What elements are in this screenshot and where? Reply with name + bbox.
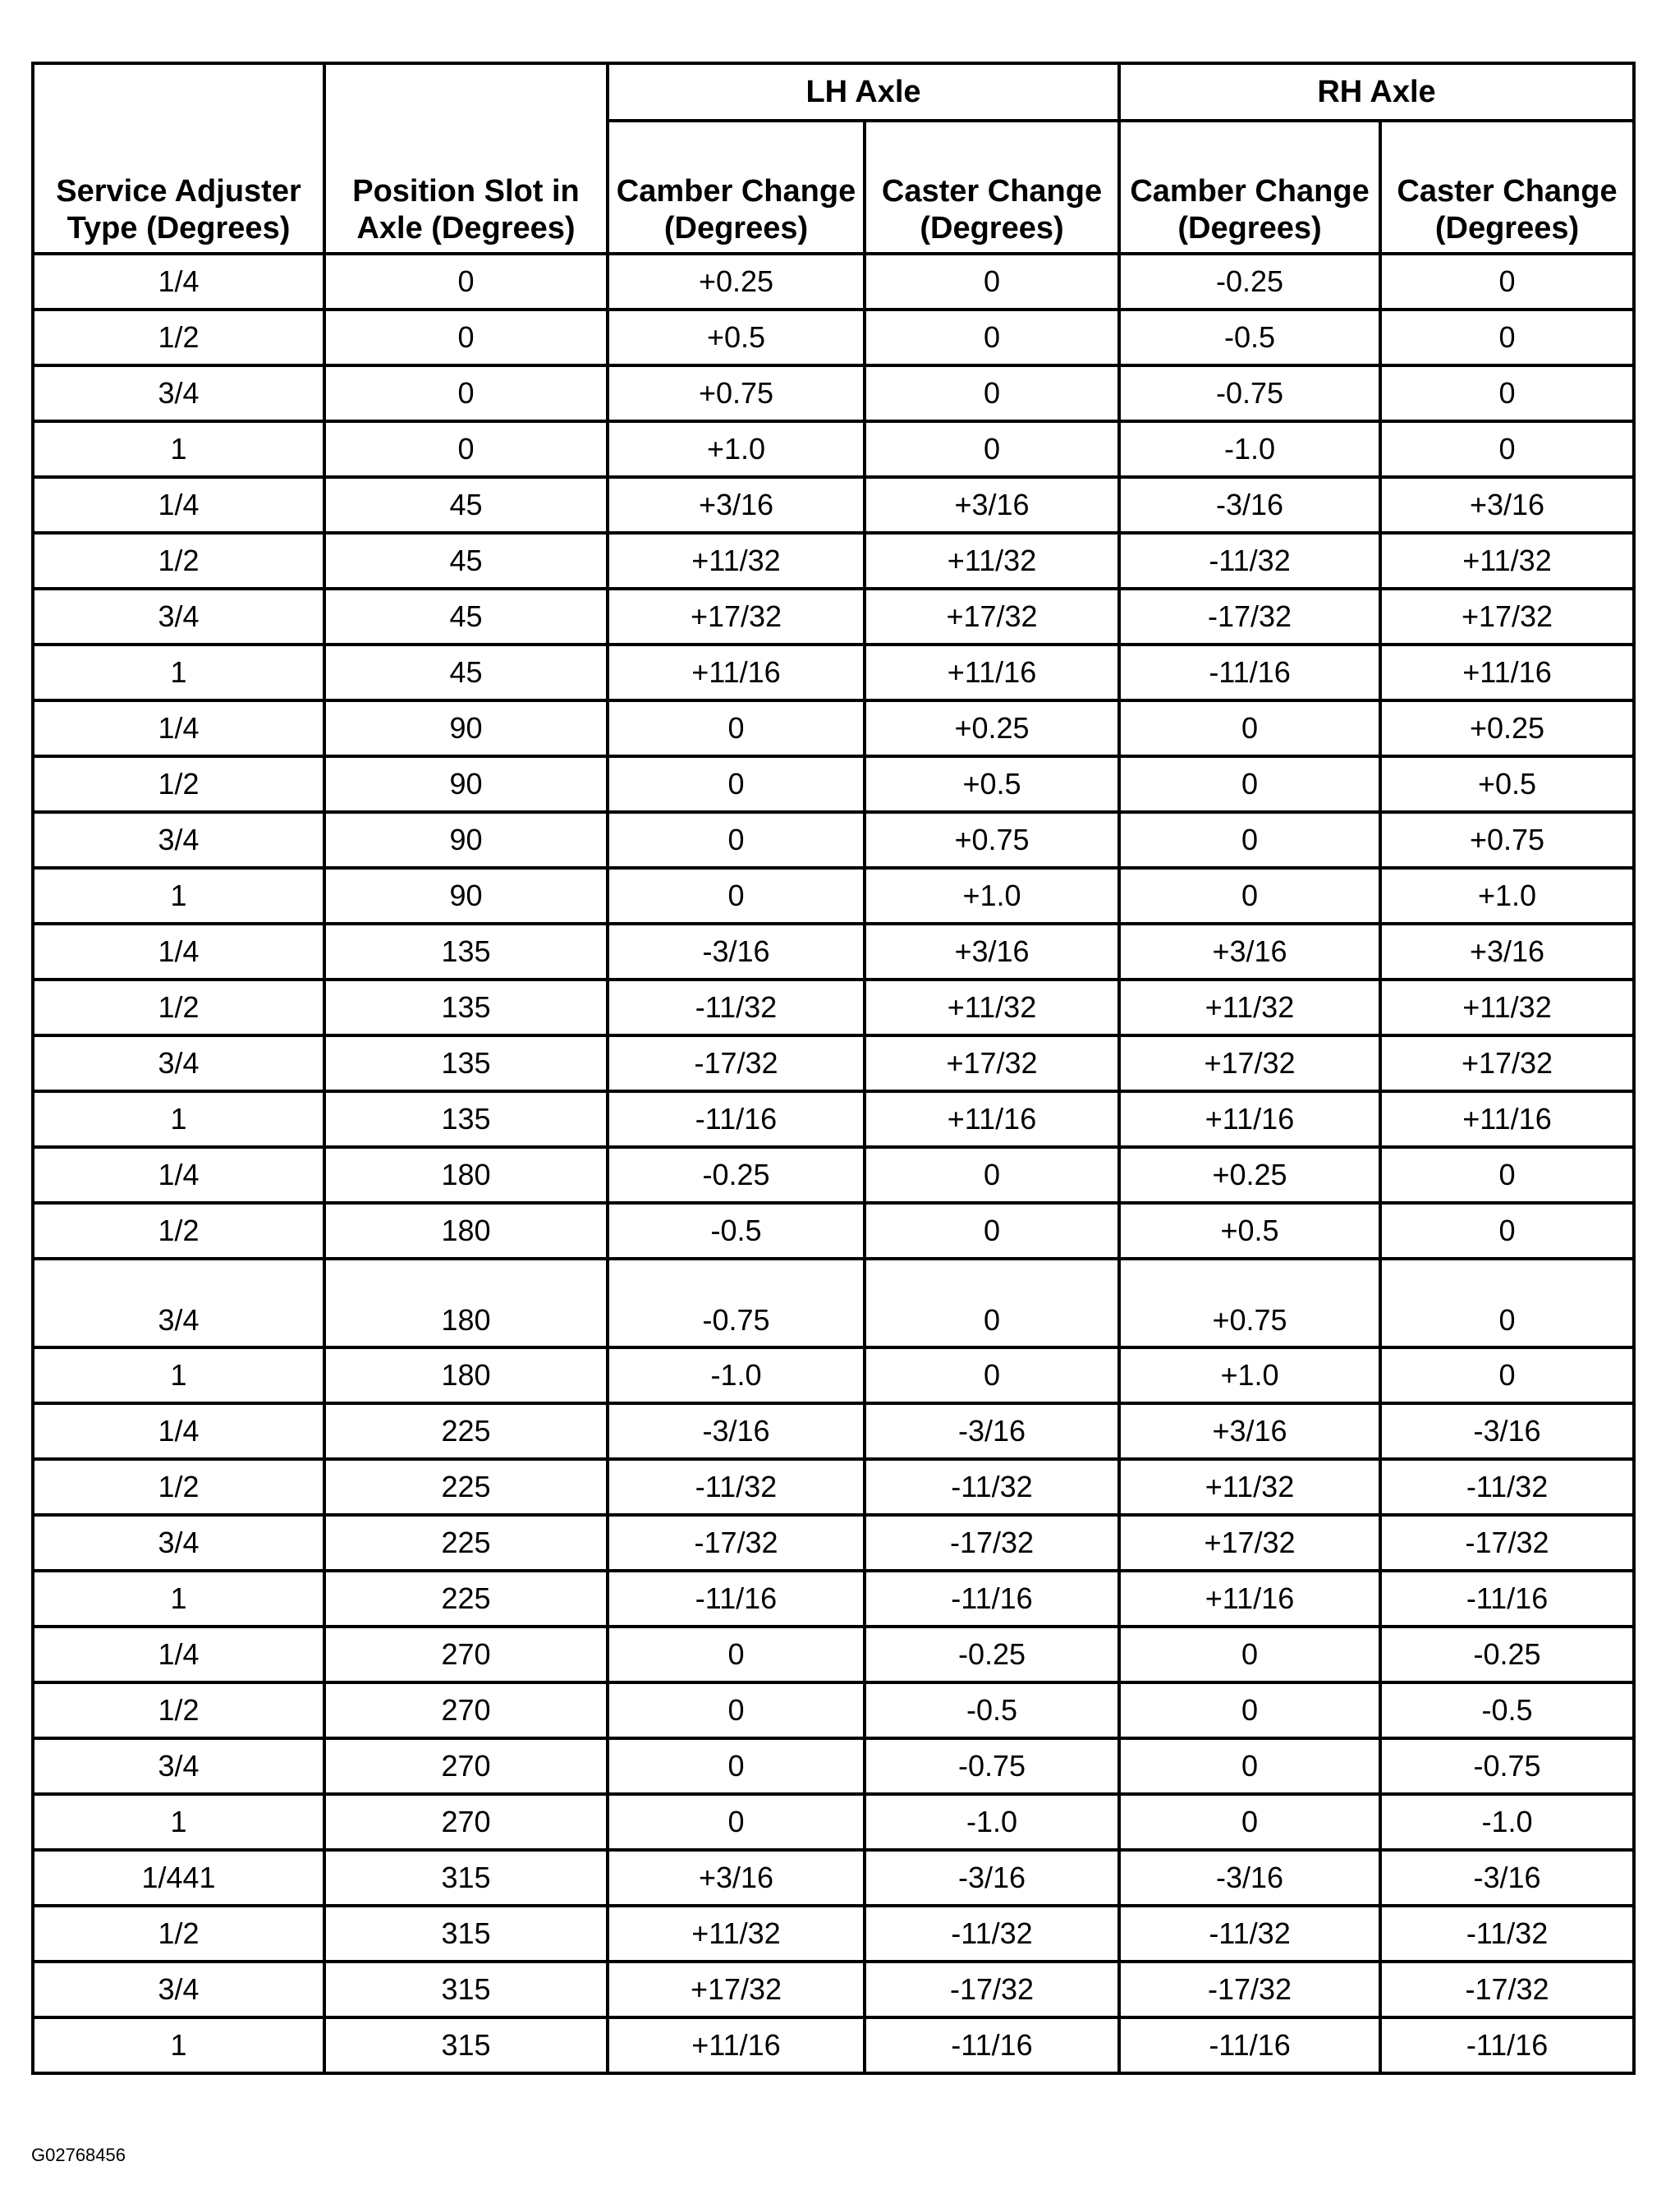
cell-service-adjuster: 1/4 — [33, 700, 324, 756]
cell-rh-camber: 0 — [1119, 1738, 1380, 1794]
cell-rh-camber: -11/32 — [1119, 1906, 1380, 1962]
cell-rh-camber: -11/16 — [1119, 645, 1380, 700]
header-rh-camber: Camber Change (Degrees) — [1119, 121, 1380, 254]
cell-lh-camber: 0 — [608, 1682, 865, 1738]
cell-rh-camber: -11/16 — [1119, 2017, 1380, 2073]
cell-service-adjuster: 1/2 — [33, 1682, 324, 1738]
cell-lh-camber: -0.75 — [608, 1259, 865, 1347]
cell-rh-camber: 0 — [1119, 1682, 1380, 1738]
header-position-slot: Position Slot in Axle (Degrees) — [324, 63, 608, 254]
cell-lh-caster: -17/32 — [865, 1962, 1119, 2017]
cell-lh-caster: +11/16 — [865, 1091, 1119, 1147]
cell-rh-caster: +11/16 — [1380, 1091, 1634, 1147]
cell-rh-caster: -0.5 — [1380, 1682, 1634, 1738]
table-row — [33, 1035, 1634, 1091]
cell-lh-camber: 0 — [608, 1738, 865, 1794]
cell-lh-caster: +11/32 — [865, 533, 1119, 589]
cell-service-adjuster: 3/4 — [33, 1962, 324, 2017]
header-lh-camber: Camber Change (Degrees) — [608, 121, 865, 254]
cell-position-slot: 315 — [324, 1962, 608, 2017]
cell-rh-camber: 0 — [1119, 756, 1380, 812]
cell-position-slot: 180 — [324, 1147, 608, 1203]
table-row — [33, 1403, 1634, 1459]
cell-rh-camber: +3/16 — [1119, 924, 1380, 980]
cell-lh-camber: 0 — [608, 1794, 865, 1850]
cell-rh-camber: 0 — [1119, 1627, 1380, 1682]
cell-rh-camber: +11/32 — [1119, 980, 1380, 1035]
cell-position-slot: 0 — [324, 310, 608, 365]
cell-rh-caster: +1.0 — [1380, 868, 1634, 924]
table-row — [33, 1259, 1634, 1347]
cell-service-adjuster: 1/2 — [33, 1906, 324, 1962]
cell-lh-caster: -1.0 — [865, 1794, 1119, 1850]
cell-lh-caster: -11/32 — [865, 1906, 1119, 1962]
cell-service-adjuster: 1 — [33, 1571, 324, 1627]
cell-rh-caster: -3/16 — [1380, 1403, 1634, 1459]
cell-lh-caster: -3/16 — [865, 1403, 1119, 1459]
table-row — [33, 254, 1634, 310]
cell-lh-caster: +0.75 — [865, 812, 1119, 868]
cell-lh-camber: -3/16 — [608, 924, 865, 980]
table-row — [33, 756, 1634, 812]
cell-rh-caster: +0.5 — [1380, 756, 1634, 812]
table-row — [33, 1515, 1634, 1571]
cell-position-slot: 90 — [324, 812, 608, 868]
cell-service-adjuster: 1/2 — [33, 980, 324, 1035]
cell-rh-caster: -17/32 — [1380, 1515, 1634, 1571]
cell-position-slot: 180 — [324, 1347, 608, 1403]
header-lh-axle: LH Axle — [608, 63, 1119, 121]
cell-rh-caster: +17/32 — [1380, 589, 1634, 645]
cell-service-adjuster: 3/4 — [33, 365, 324, 421]
cell-position-slot: 270 — [324, 1682, 608, 1738]
cell-rh-camber: 0 — [1119, 1794, 1380, 1850]
cell-position-slot: 0 — [324, 365, 608, 421]
cell-service-adjuster: 1/441 — [33, 1850, 324, 1906]
cell-position-slot: 225 — [324, 1515, 608, 1571]
table-row — [33, 477, 1634, 533]
cell-service-adjuster: 3/4 — [33, 812, 324, 868]
cell-lh-caster: +1.0 — [865, 868, 1119, 924]
cell-service-adjuster: 1 — [33, 1347, 324, 1403]
cell-lh-camber: 0 — [608, 812, 865, 868]
cell-lh-caster: -11/16 — [865, 2017, 1119, 2073]
table-row — [33, 924, 1634, 980]
cell-rh-caster: +3/16 — [1380, 924, 1634, 980]
cell-lh-caster: 0 — [865, 421, 1119, 477]
table-row — [33, 1347, 1634, 1403]
cell-lh-camber: -0.5 — [608, 1203, 865, 1259]
cell-service-adjuster: 1 — [33, 421, 324, 477]
table-row — [33, 1147, 1634, 1203]
cell-rh-caster: 0 — [1380, 254, 1634, 310]
header-lh-caster: Caster Change (Degrees) — [865, 121, 1119, 254]
cell-lh-camber: +17/32 — [608, 589, 865, 645]
cell-rh-caster: +11/32 — [1380, 533, 1634, 589]
cell-rh-caster: 0 — [1380, 421, 1634, 477]
cell-rh-camber: 0 — [1119, 812, 1380, 868]
cell-service-adjuster: 1 — [33, 2017, 324, 2073]
cell-lh-camber: +11/16 — [608, 645, 865, 700]
header-rh-axle: RH Axle — [1119, 63, 1634, 121]
cell-position-slot: 0 — [324, 254, 608, 310]
cell-lh-camber: -11/16 — [608, 1091, 865, 1147]
table-row — [33, 365, 1634, 421]
cell-lh-camber: -1.0 — [608, 1347, 865, 1403]
table-row — [33, 310, 1634, 365]
cell-lh-caster: -3/16 — [865, 1850, 1119, 1906]
cell-rh-caster: -11/16 — [1380, 2017, 1634, 2073]
cell-lh-caster: 0 — [865, 1347, 1119, 1403]
cell-rh-camber: -0.5 — [1119, 310, 1380, 365]
cell-rh-camber: -3/16 — [1119, 477, 1380, 533]
cell-rh-caster: 0 — [1380, 1347, 1634, 1403]
cell-service-adjuster: 1/2 — [33, 310, 324, 365]
table-row — [33, 1850, 1634, 1906]
cell-lh-camber: 0 — [608, 868, 865, 924]
cell-lh-camber: -17/32 — [608, 1515, 865, 1571]
cell-service-adjuster: 3/4 — [33, 1259, 324, 1347]
cell-position-slot: 45 — [324, 645, 608, 700]
cell-position-slot: 135 — [324, 1035, 608, 1091]
cell-lh-caster: +17/32 — [865, 589, 1119, 645]
cell-rh-camber: +0.75 — [1119, 1259, 1380, 1347]
cell-lh-camber: +3/16 — [608, 477, 865, 533]
cell-position-slot: 315 — [324, 1850, 608, 1906]
cell-lh-camber: +11/16 — [608, 2017, 865, 2073]
cell-lh-caster: +11/16 — [865, 645, 1119, 700]
cell-service-adjuster: 1 — [33, 645, 324, 700]
cell-service-adjuster: 3/4 — [33, 1738, 324, 1794]
cell-rh-camber: +1.0 — [1119, 1347, 1380, 1403]
cell-lh-camber: -11/32 — [608, 1459, 865, 1515]
cell-rh-camber: -17/32 — [1119, 589, 1380, 645]
cell-rh-camber: -17/32 — [1119, 1962, 1380, 2017]
cell-rh-caster: +0.25 — [1380, 700, 1634, 756]
cell-service-adjuster: 1/4 — [33, 1147, 324, 1203]
cell-position-slot: 135 — [324, 980, 608, 1035]
table-row — [33, 1906, 1634, 1962]
cell-position-slot: 45 — [324, 477, 608, 533]
cell-rh-camber: -0.25 — [1119, 254, 1380, 310]
cell-lh-camber: -3/16 — [608, 1403, 865, 1459]
table-row — [33, 700, 1634, 756]
cell-lh-caster: -11/32 — [865, 1459, 1119, 1515]
cell-position-slot: 90 — [324, 700, 608, 756]
cell-rh-camber: +11/16 — [1119, 1571, 1380, 1627]
table-row — [33, 812, 1634, 868]
cell-rh-caster: +11/16 — [1380, 645, 1634, 700]
table-row — [33, 1738, 1634, 1794]
cell-lh-camber: 0 — [608, 700, 865, 756]
cell-lh-camber: +0.25 — [608, 254, 865, 310]
table-row — [33, 533, 1634, 589]
cell-rh-camber: 0 — [1119, 868, 1380, 924]
cell-rh-camber: -1.0 — [1119, 421, 1380, 477]
cell-lh-camber: -11/32 — [608, 980, 865, 1035]
cell-rh-camber: +0.5 — [1119, 1203, 1380, 1259]
cell-service-adjuster: 1/4 — [33, 477, 324, 533]
cell-lh-camber: -17/32 — [608, 1035, 865, 1091]
cell-lh-caster: +17/32 — [865, 1035, 1119, 1091]
cell-lh-caster: +0.5 — [865, 756, 1119, 812]
table-row — [33, 1091, 1634, 1147]
cell-lh-camber: +3/16 — [608, 1850, 865, 1906]
cell-service-adjuster: 1/2 — [33, 756, 324, 812]
cell-rh-caster: -0.25 — [1380, 1627, 1634, 1682]
cell-service-adjuster: 1 — [33, 1091, 324, 1147]
cell-service-adjuster: 1/2 — [33, 533, 324, 589]
cell-rh-camber: +0.25 — [1119, 1147, 1380, 1203]
cell-lh-caster: +11/32 — [865, 980, 1119, 1035]
cell-position-slot: 45 — [324, 589, 608, 645]
cell-rh-camber: +3/16 — [1119, 1403, 1380, 1459]
table-row — [33, 421, 1634, 477]
cell-lh-camber: 0 — [608, 756, 865, 812]
cell-lh-caster: +0.25 — [865, 700, 1119, 756]
cell-rh-camber: -11/32 — [1119, 533, 1380, 589]
cell-rh-camber: 0 — [1119, 700, 1380, 756]
cell-rh-caster: 0 — [1380, 310, 1634, 365]
cell-position-slot: 0 — [324, 421, 608, 477]
table-row — [33, 589, 1634, 645]
cell-service-adjuster: 1/2 — [33, 1459, 324, 1515]
cell-rh-camber: -3/16 — [1119, 1850, 1380, 1906]
cell-service-adjuster: 3/4 — [33, 1515, 324, 1571]
cell-lh-camber: +1.0 — [608, 421, 865, 477]
cell-position-slot: 180 — [324, 1203, 608, 1259]
cell-service-adjuster: 1/4 — [33, 1403, 324, 1459]
cell-lh-camber: 0 — [608, 1627, 865, 1682]
cell-lh-camber: -11/16 — [608, 1571, 865, 1627]
cell-rh-caster: -1.0 — [1380, 1794, 1634, 1850]
cell-rh-caster: 0 — [1380, 1203, 1634, 1259]
header-service-adjuster: Service Adjuster Type (Degrees) — [33, 63, 324, 254]
cell-service-adjuster: 1/4 — [33, 1627, 324, 1682]
cell-position-slot: 180 — [324, 1259, 608, 1347]
cell-position-slot: 90 — [324, 868, 608, 924]
table-row — [33, 645, 1634, 700]
cell-lh-caster: 0 — [865, 365, 1119, 421]
cell-lh-caster: 0 — [865, 1259, 1119, 1347]
cell-position-slot: 315 — [324, 2017, 608, 2073]
cell-lh-caster: -0.5 — [865, 1682, 1119, 1738]
cell-lh-caster: -0.75 — [865, 1738, 1119, 1794]
table-row — [33, 1459, 1634, 1515]
cell-service-adjuster: 1/2 — [33, 1203, 324, 1259]
cell-lh-caster: -11/16 — [865, 1571, 1119, 1627]
cell-lh-caster: -0.25 — [865, 1627, 1119, 1682]
cell-rh-caster: 0 — [1380, 1147, 1634, 1203]
cell-rh-camber: +17/32 — [1119, 1515, 1380, 1571]
cell-service-adjuster: 1 — [33, 868, 324, 924]
cell-position-slot: 225 — [324, 1459, 608, 1515]
cell-lh-camber: +0.75 — [608, 365, 865, 421]
cell-position-slot: 315 — [324, 1906, 608, 1962]
table-header — [33, 63, 1634, 254]
cell-position-slot: 90 — [324, 756, 608, 812]
cell-rh-caster: +17/32 — [1380, 1035, 1634, 1091]
cell-rh-caster: 0 — [1380, 1259, 1634, 1347]
cell-lh-caster: 0 — [865, 254, 1119, 310]
cell-lh-caster: -17/32 — [865, 1515, 1119, 1571]
cell-rh-caster: +3/16 — [1380, 477, 1634, 533]
header-rh-caster: Caster Change (Degrees) — [1380, 121, 1634, 254]
header-group-row — [33, 63, 1634, 121]
cell-rh-caster: -0.75 — [1380, 1738, 1634, 1794]
cell-position-slot: 270 — [324, 1794, 608, 1850]
cell-lh-camber: -0.25 — [608, 1147, 865, 1203]
figure-id-label: G02768456 — [31, 2145, 126, 2165]
cell-service-adjuster: 1/4 — [33, 254, 324, 310]
cell-rh-caster: -11/32 — [1380, 1459, 1634, 1515]
table-row — [33, 2017, 1634, 2073]
cell-lh-camber: +0.5 — [608, 310, 865, 365]
cell-rh-caster: +0.75 — [1380, 812, 1634, 868]
cell-rh-caster: -11/16 — [1380, 1571, 1634, 1627]
cell-rh-caster: 0 — [1380, 365, 1634, 421]
table-row — [33, 1203, 1634, 1259]
cell-position-slot: 225 — [324, 1403, 608, 1459]
table-row — [33, 1794, 1634, 1850]
cell-position-slot: 225 — [324, 1571, 608, 1627]
cell-position-slot: 135 — [324, 1091, 608, 1147]
cell-position-slot: 270 — [324, 1738, 608, 1794]
cell-lh-caster: 0 — [865, 1203, 1119, 1259]
cell-position-slot: 135 — [324, 924, 608, 980]
table-row — [33, 1962, 1634, 2017]
cell-lh-caster: +3/16 — [865, 924, 1119, 980]
cell-rh-camber: +11/32 — [1119, 1459, 1380, 1515]
table-row — [33, 1627, 1634, 1682]
cell-service-adjuster: 1/4 — [33, 924, 324, 980]
cell-lh-camber: +11/32 — [608, 1906, 865, 1962]
cell-service-adjuster: 1 — [33, 1794, 324, 1850]
cell-rh-camber: -0.75 — [1119, 365, 1380, 421]
table-row — [33, 1571, 1634, 1627]
cell-rh-caster: -11/32 — [1380, 1906, 1634, 1962]
cell-lh-caster: +3/16 — [865, 477, 1119, 533]
cell-rh-caster: -3/16 — [1380, 1850, 1634, 1906]
cell-service-adjuster: 3/4 — [33, 589, 324, 645]
table-row — [33, 868, 1634, 924]
cell-service-adjuster: 3/4 — [33, 1035, 324, 1091]
cell-rh-caster: -17/32 — [1380, 1962, 1634, 2017]
cell-lh-camber: +17/32 — [608, 1962, 865, 2017]
cell-position-slot: 45 — [324, 533, 608, 589]
cell-rh-camber: +17/32 — [1119, 1035, 1380, 1091]
cell-lh-caster: 0 — [865, 1147, 1119, 1203]
table-body — [33, 254, 1634, 2073]
table-row — [33, 1682, 1634, 1738]
cell-rh-caster: +11/32 — [1380, 980, 1634, 1035]
adjuster-spec-table — [31, 62, 1636, 2075]
table-row — [33, 980, 1634, 1035]
cell-lh-camber: +11/32 — [608, 533, 865, 589]
cell-lh-caster: 0 — [865, 310, 1119, 365]
cell-rh-camber: +11/16 — [1119, 1091, 1380, 1147]
cell-position-slot: 270 — [324, 1627, 608, 1682]
